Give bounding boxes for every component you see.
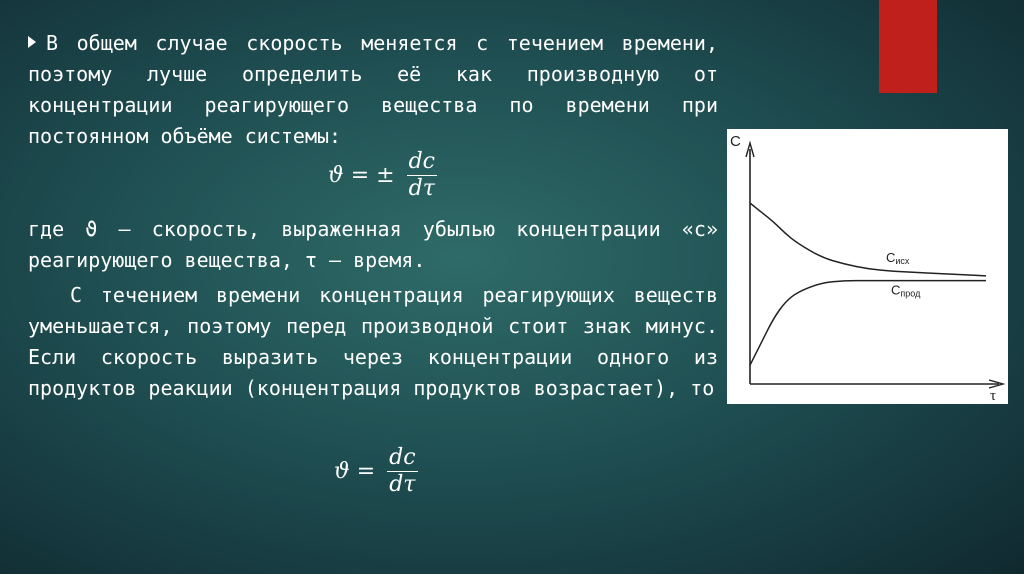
series-line-1: [750, 203, 986, 276]
series-label-1: [886, 250, 910, 266]
series-line-2: [750, 281, 986, 366]
y-axis-label: С: [730, 133, 741, 150]
formula-1: [328, 150, 437, 201]
formula-2-numerator: dc: [389, 445, 416, 470]
content-text: [28, 28, 718, 404]
series-label-main-2: С: [891, 282, 901, 298]
series-label-sub-2: прод: [900, 288, 921, 299]
x-axis-label: τ: [990, 388, 997, 404]
concentration-chart: [727, 129, 1008, 404]
formula-1-fraction: [407, 150, 437, 201]
formula-1-lhs: ϑ = ±: [328, 163, 395, 188]
paragraph-1: [28, 28, 718, 152]
bullet-icon: [28, 36, 36, 48]
paragraph-1-text: В общем случае скорость меняется с течением времени, поэтому лучше определить её как производную от концентрации реагирующего вещества по времени при постоянном объёме системы:: [28, 31, 718, 148]
series-label-2: [891, 283, 921, 299]
series-layer: [750, 203, 986, 365]
series-label-main-1: С: [886, 249, 896, 265]
paragraph-2: где ϑ – скорость, выраженная убылью концентрации «с» реагирующего вещества, τ – время.: [28, 217, 718, 272]
chart-svg: [727, 129, 1008, 404]
accent-tab: [879, 0, 937, 93]
series-label-sub-1: исх: [895, 255, 910, 266]
formula-1-numerator: dc: [408, 149, 435, 174]
paragraph-3: С течением времени концентрация реагирующих веществ уменьшается, поэтому перед производной стоит знак минус. Если скорость выразить через концентрации одного из продуктов реакции (концентрация продуктов возрастает), то: [28, 283, 718, 400]
formula-2-fraction: [387, 446, 417, 497]
formula-2-lhs: ϑ =: [334, 459, 376, 484]
formula-2-denominator: dτ: [389, 472, 416, 497]
formula-1-denominator: dτ: [408, 176, 435, 201]
formula-2: [334, 446, 418, 497]
